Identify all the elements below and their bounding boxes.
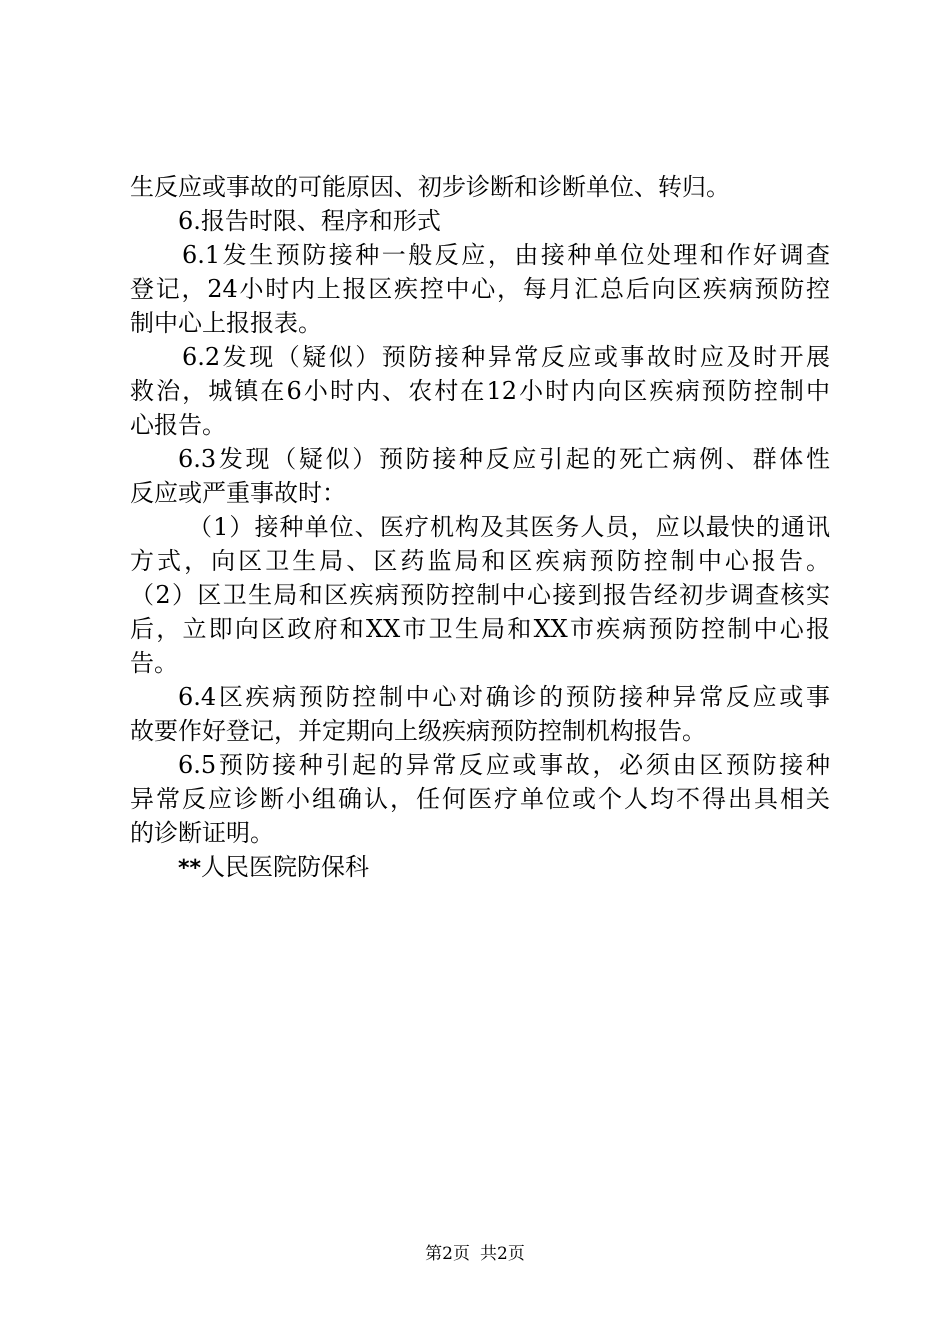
text-line: （1）接种单位、医疗机构及其医务人员，应以最快的通讯 <box>188 513 830 541</box>
text-line: 故要作好登记，并定期向上级疾病预防控制机构报告。 <box>130 717 706 745</box>
page-footer <box>0 1243 950 1265</box>
text-line: 6.2发现（疑似）预防接种异常反应或事故时应及时开展 <box>182 343 830 371</box>
text-line: 制中心上报报表。 <box>130 309 322 337</box>
text-line: （2）区卫生局和区疾病预防控制中心接到报告经初步调查核实 <box>130 581 830 609</box>
page-number: 第2页 <box>425 1244 470 1264</box>
text-line: 救治，城镇在6小时内、农村在12小时内向区疾病预防控制中 <box>130 377 830 405</box>
text-line: 心报告。 <box>130 411 226 439</box>
text-line: 6.5预防接种引起的异常反应或事故，必须由区预防接种 <box>178 751 830 779</box>
signature-stars: ** <box>178 856 202 881</box>
text-line: 异常反应诊断小组确认，任何医疗单位或个人均不得出具相关 <box>130 785 830 813</box>
text-line: 6.1发生预防接种一般反应，由接种单位处理和作好调查 <box>182 241 830 269</box>
text-line: 方式，向区卫生局、区药监局和区疾病预防控制中心报告。 <box>130 547 830 575</box>
page-total: 共2页 <box>480 1244 525 1264</box>
document-body <box>130 170 830 886</box>
text-line: 的诊断证明。 <box>130 819 274 847</box>
text-line: 反应或严重事故时： <box>130 479 346 507</box>
text-line: 登记，24小时内上报区疾控中心，每月汇总后向区疾病预防控 <box>130 275 830 303</box>
text-line: 告。 <box>130 649 178 677</box>
text-line: 6.4区疾病预防控制中心对确诊的预防接种异常反应或事 <box>178 683 830 711</box>
signature <box>130 850 830 886</box>
section-heading: 6.报告时限、程序和形式 <box>178 207 441 235</box>
text-line: 后，立即向区政府和XX市卫生局和XX市疾病预防控制中心报 <box>130 615 830 643</box>
signature-text: 人民医院防保科 <box>201 853 370 881</box>
text-line: 6.3发现（疑似）预防接种反应引起的死亡病例、群体性 <box>178 445 830 473</box>
text-line: 生反应或事故的可能原因、初步诊断和诊断单位、转归。 <box>130 173 730 201</box>
